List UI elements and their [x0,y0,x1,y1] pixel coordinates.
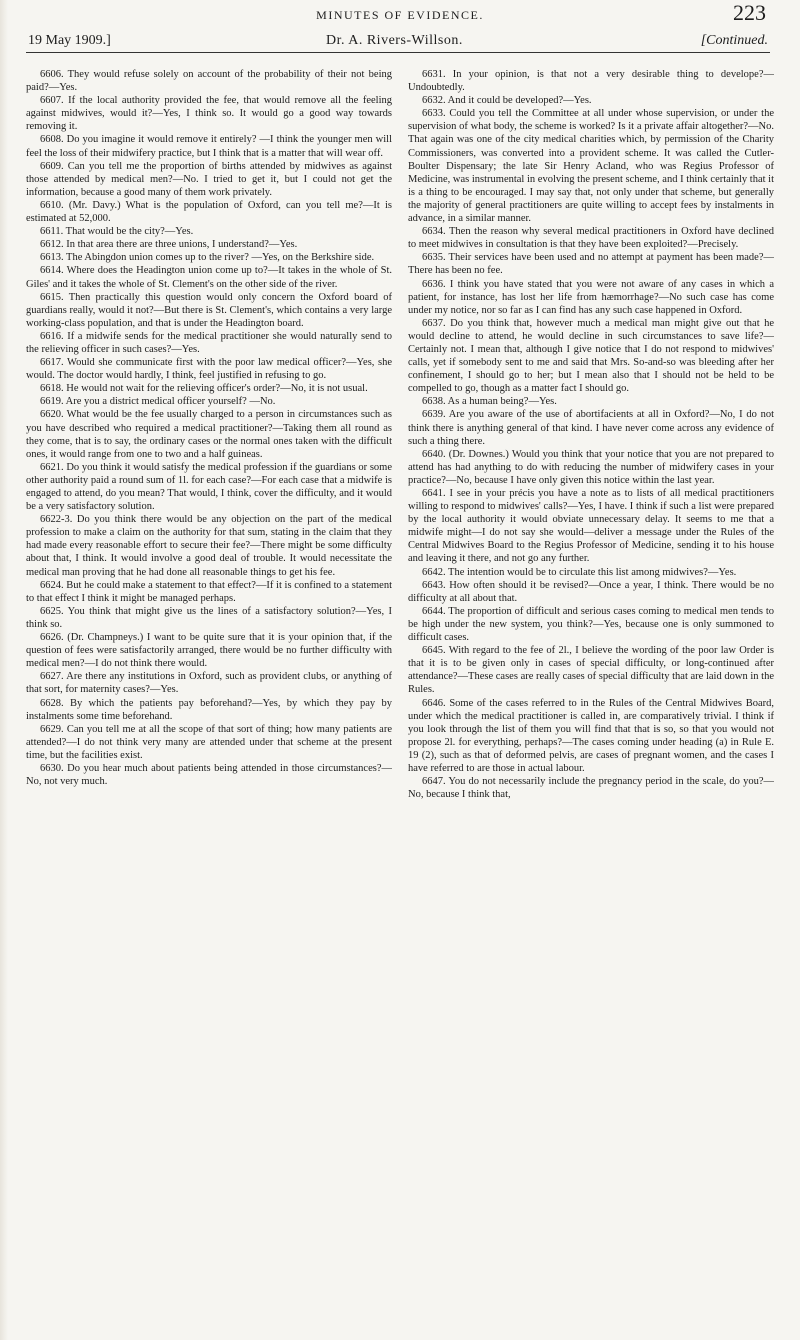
question-paragraph: 6624. But he could make a statement to that effect?—If it is confined to a statement to that effect I think it might be managed perhaps. [26,579,392,604]
page-spine-shadow [0,0,8,1340]
question-paragraph: 6647. You do not necessarily include the pregnancy period in the scale, do you?—No, because I think that, [408,776,774,801]
question-paragraph: 6613. The Abingdon union comes up to the river? —Yes, on the Berkshire side. [40,252,375,264]
question-paragraph: 6615. Then practically this question would only concern the Oxford board of guardians really, would it not?—But there is St. Clement's, which contains a very large working-class population, and that is under the Headington board. [26,291,392,329]
question-paragraph: 6628. By which the patients pay beforehand?—Yes, by which they pay by instalments some time beforehand. [26,697,392,722]
question-paragraph: 6610. (Mr. Davy.) What is the population of Oxford, can you tell me?—It is estimated at 52,000. [26,199,392,225]
question-paragraph: 6640. (Dr. Downes.) Would you think that your notice that you are not prepared to attend has had anything to do with reducing the number of midwifery cases in your practice?—No, because I have only given this notice within the last year. [408,448,774,486]
question-paragraph: 6637. Do you think that, however much a medical man might give out that he would decline to attend, he would decline in such circumstances to save life?—Certainly not. I mean that, although I give notice that I do not respond to midwives' calls, yet if somebody sent to me and said that Mrs. So-and-so was bleeding after her confinement, I should go to her; but I mean also that I should not be held to be compelled to go, though as a matter fact I should go. [408,317,774,395]
question-paragraph: 6642. The intention would be to circulate this list among midwives?—Yes. [422,566,737,578]
question-paragraph: 6643. How often should it be revised?—Once a year, I think. There would be no difficulty at all about that. [408,579,774,604]
left-column [26,68,392,1328]
question-paragraph: 6626. (Dr. Champneys.) I want to be quite sure that it is your opinion that, if the question of fees were satisfactorily arranged, there would be no further difficulty with medical men?—I do not think there would. [26,632,392,670]
question-paragraph: 6607. If the local authority provided the fee, that would remove all the feeling against midwives, would it?—Yes, I think so. It would go a good way towards removing it. [26,95,392,133]
question-paragraph: 6616. If a midwife sends for the medical practitioner she would naturally send to the relieving officer in such cases?—Yes. [26,330,392,355]
question-paragraph: 6641. I see in your précis you have a note as to lists of all medical practitioners willing to respond to midwives' calls?—Yes, I have. I think if such a list were prepared by the local authority it would obviate unnecessary delay. It seems to me that a midwife might—I do not say she would—deliver a message under the Rules of the Central Midwives Board to the Regius Professor of Medicine, sending it to his house and leaving it there, and not go any further. [408,488,774,565]
text-columns [26,68,774,1328]
header-witness: Dr. A. Rivers-Willson. [326,33,463,48]
question-paragraph: 6617. Would she communicate first with the poor law medical officer?—Yes, she would. The doctor would hardly, I think, feel justified in refusing to go. [26,357,392,382]
question-paragraph: 6630. Do you hear much about patients being attended in those circumstances?—No, not very much. [26,762,392,788]
question-paragraph: 6606. They would refuse solely on account of the probability of their not being paid?—Yes. [26,69,392,94]
running-head: MINUTES OF EVIDENCE. [316,8,484,22]
question-paragraph: 6633. Could you tell the Committee at all under whose supervision, or under the supervision of what body, the scheme is worked? Is it a private affair altogether?—No. That again was one of the city medical charities which, by permission of the Charity Commissioners, was converted into a provident scheme. It was called the Cutler-Boulter Dispensary; the late Sir Henry Acland, who was Regius Professor of Medicine, was instrumental in evolving the present scheme, and I think certainly that it is a thing to be encouraged. I may say that, not only under that scheme, but generally the majority of general practitioners are quite willing to accept fees by instalments in advance, in a similar manner. [408,108,774,225]
page-header [26,30,770,53]
question-paragraph: 6632. And it could be developed?—Yes. [422,95,592,107]
question-paragraph: 6612. In that area there are three unions, I understand?—Yes. [40,239,298,251]
question-paragraph: 6635. Their services have been used and no attempt at payment has been made?—There has been no fee. [408,252,774,277]
question-paragraph: 6636. I think you have stated that you were not aware of any cases in which a patient, for instance, has lost her life from hæmorrhage?—No such case has come under my notice, nor so far as I can find has any such case happened in Oxford. [408,278,774,316]
question-paragraph: 6618. He would not wait for the relieving officer's order?—No, it is not usual. [40,383,368,395]
question-paragraph: 6638. As a human being?—Yes. [422,396,557,408]
page-number: 223 [733,0,766,25]
question-paragraph: 6608. Do you imagine it would remove it entirely? —I think the younger men will feel the loss of their midwifery practice, but I think that is a matter that will wear off. [26,134,392,159]
question-paragraph: 6609. Can you tell me the proportion of births attended by midwives as against those attended by medical men?—No. I tried to get it, but I could not get the information, because a good many of them work privately. [26,160,392,198]
question-paragraph: 6614. Where does the Headington union come up to?—It takes in the whole of St. Giles' and it takes the whole of St. Clement's on the other side of the river. [26,265,392,290]
question-paragraph: 6620. What would be the fee usually charged to a person in circumstances such as you have described who required a medical practitioner?—Taking them all round as they come, that is to say, the ordinary cases or the normal ones taken with the difficult ones, it would range from one to two and a half guineas. [26,409,392,460]
question-paragraph: 6627. Are there any institutions in Oxford, such as provident clubs, or anything of that sort, for maternity cases?—Yes. [26,671,392,696]
question-paragraph: 6629. Can you tell me at all the scope of that sort of thing; how many patients are attended?—I do not think very many are attended under that scheme at the present time, but the facilities exist. [26,723,392,761]
question-paragraph: 6619. Are you a district medical officer yourself? —No. [40,396,276,408]
header-date: 19 May 1909.] [28,33,111,48]
question-paragraph: 6634. Then the reason why several medical practitioners in Oxford have declined to meet midwives in consultation is that they have been exploited?—Precisely. [408,226,774,251]
question-paragraph: 6645. With regard to the fee of 2l., I believe the wording of the poor law Order is that it is to be given only in cases of special difficulty, or long-continued after attendance?—These cases are really cases of special difficulty that are laid down in the Rules. [408,645,774,696]
question-paragraph: 6644. The proportion of difficult and serious cases coming to medical men tends to be high under the new system, you think?—Yes, because one is only summoned to difficult cases. [408,605,774,644]
question-paragraph: 6625. You think that might give us the lines of a satisfactory solution?—Yes, I think so. [26,605,392,630]
question-paragraph: 6622-3. Do you think there would be any objection on the part of the medical profession to make a claim on the authority for that sum, stating in the claim that they had made every reasonable effort to secure their fee?—There might be some difficulty about that, I think. It would involve a good deal of trouble. It would necessitate the medical man proving that he had done all reasonable things to get his fee. [26,514,392,578]
question-paragraph: 6646. Some of the cases referred to in the Rules of the Central Midwives Board, under which the medical practitioner is called in, are comparatively trivial. I think if you look through the list of them you will find that that is so, so that you would not propose 2l. for everything, perhaps?—The cases coming under heading (a) in Rule E. 19 (2), such as that of deformed pelvis, are cases of pregnant women, and the cases I have referred to are those in actual labour. [408,697,774,774]
question-paragraph: 6631. In your opinion, is that not a very desirable thing to develope?—Undoubtedly. [408,69,774,94]
header-continued: [Continued. [700,33,768,48]
question-paragraph: 6639. Are you aware of the use of abortifacients at all in Oxford?—No, I do not think there is anything general of that kind. I have never come across any evidence of such a thing there. [408,409,774,447]
question-paragraph: 6621. Do you think it would satisfy the medical profession if the guardians or some other authority paid a round sum of 1l. for each case?—For each case that a midwife is engaged to attend, do you mean? That would, I think, cover the difficulty, and it would be a very satisfactory solution. [26,461,392,513]
right-column [408,68,774,1328]
question-paragraph: 6611. That would be the city?—Yes. [40,226,194,238]
